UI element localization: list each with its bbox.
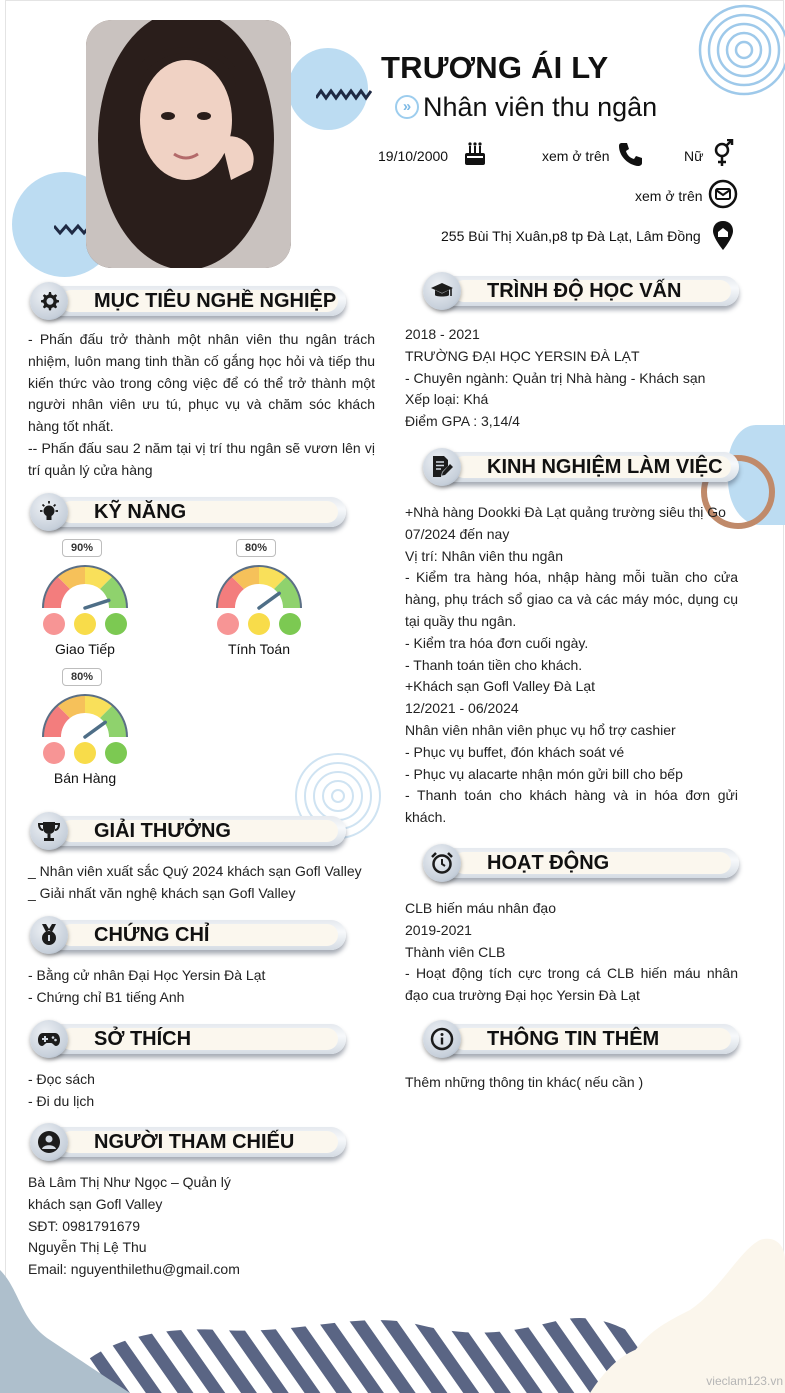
reference-line: Email: nguyenthilethu@gmail.com [28,1261,240,1278]
trophy-icon [37,819,61,843]
skill-percent: 90% [62,539,102,557]
skill-name: Tính Toán [227,641,290,657]
gear-icon [37,289,61,313]
happy-face-icon [105,742,127,764]
skill-percent: 80% [62,668,102,686]
experience-line: Vị trí: Nhân viên thu ngân [405,547,563,564]
skill-gauge-sales [40,668,130,790]
mood-faces [40,613,130,637]
reference-line: Nguyễn Thị Lệ Thu [28,1239,147,1256]
neutral-face-icon [248,613,270,635]
objective-line: -- Phấn đấu sau 2 năm tại vị trí thu ngân sẽ vươn lên vị trí quản lý cửa hàng [28,439,375,478]
mood-faces [40,742,130,766]
experience-line: - Phục vụ alacarte nhận món gửi bill cho bếp [405,765,683,782]
experience-line: +Nhà hàng Dookki Đà Lạt quảng trường siêu thị Go [405,504,726,520]
person-icon [37,1130,61,1154]
sad-face-icon [217,613,239,635]
section-header-activities [423,844,739,882]
sad-face-icon [43,742,65,764]
decor-zigzag-left [54,222,90,236]
graduation-cap-icon [430,279,454,303]
phone-icon [617,141,643,167]
gauge-needle [259,593,279,608]
experience-line: - Phục vụ buffet, đón khách soát vé [405,743,625,760]
activities-title: HOẠT ĐỘNG [487,852,610,874]
reference-line: SĐT: 0981791679 [28,1217,141,1234]
happy-face-icon [105,613,127,635]
activity-line: 2019-2021 [405,921,472,938]
activity-line: CLB hiến máu nhân đạo [405,900,556,916]
profile-photo-image [86,20,291,268]
references-title: NGƯỜI THAM CHIẾU [94,1131,295,1153]
sad-face-icon [43,613,65,635]
gauge-dial [40,563,130,611]
experience-line: +Khách sạn Gofl Valley Đà Lạt [405,678,596,695]
skill-percent: 80% [236,539,276,557]
education-line: - Chuyên ngành: Quản trị Nhà hàng - Khách sạn [405,369,706,386]
experience-line: - Thanh toán cho khách hàng và in hóa đơn gửi khách. [405,787,738,826]
section-header-hobbies [30,1020,346,1058]
reference-line: khách sạn Gofl Valley [28,1195,163,1212]
neutral-face-icon [74,613,96,635]
experience-line: Nhân viên nhân viên phục vụ hổ trợ cashier [405,721,676,738]
experience-line: - Thanh toán tiền cho khách. [405,656,583,673]
award-item: _ Giải nhất văn nghệ khách sạn Gofl Valley [28,884,296,901]
decor-rings-top-right [696,2,785,100]
skill-gauge-communication [40,539,130,661]
address-text: 255 Bùi Thị Xuân,p8 tp Đà Lạt, Lâm Đồng [441,228,701,244]
activity-line: Thành viên CLB [405,943,506,960]
gauge-dial [40,692,130,740]
chevrons-right-icon: » [395,95,419,119]
education-line: 2018 - 2021 [405,326,480,342]
more-info-title: THÔNG TIN THÊM [487,1028,660,1050]
certificate-item: - Chứng chỉ B1 tiếng Anh [28,988,185,1005]
skill-name: Bán Hàng [53,770,117,786]
more-info-details [405,1072,738,1094]
decor-zigzag-top [316,88,372,102]
alarm-clock-icon [430,851,454,875]
hobbies-title: SỞ THÍCH [94,1028,192,1050]
objective-title: MỤC TIÊU NGHỀ NGHIỆP [94,290,337,312]
award-item: _ Nhân viên xuất sắc Quý 2024 khách sạn Gofl Valley [28,863,362,879]
birthday-text: 19/10/2000 [378,148,449,164]
hobby-item: - Đi du lịch [28,1092,95,1109]
experience-details [405,502,738,829]
section-header-certificates [30,916,346,954]
experience-title: KINH NGHIỆM LÀM VIỆC [487,456,723,478]
certificate-item: - Bằng cử nhân Đại Học Yersin Đà Lạt [28,967,266,983]
phone-text: xem ở trên [542,148,610,164]
gauge-dial [214,563,304,611]
cake-icon [463,141,487,167]
activity-line: - Hoạt động tích cực trong cá CLB hiến máu nhân đạo cua trường Đại học Yersin Đà Lạt [405,965,738,1004]
gamepad-icon [37,1027,61,1051]
section-header-objective [30,282,346,320]
gauge-needle [85,600,109,608]
skill-gauge-calculation [214,539,304,661]
mail-icon [708,179,738,209]
document-edit-icon [430,455,454,479]
experience-line: 12/2021 - 06/2024 [405,700,519,717]
more-info-line: Thêm những thông tin khác( nếu cần ) [405,1074,644,1090]
objective-line: - Phấn đấu trở thành một nhân viên thu ngân trách nhiệm, luôn mang tinh thần cố gắng học hỏi và tiếp thu kiến thức vào trong công việc để có thể trở thành một người nhân viên ưu tú, phục vụ và chăm sóc khách hàng tốt nhất. [28,331,375,435]
hobbies-list [28,1069,378,1113]
happy-face-icon [279,613,301,635]
objective-text [28,329,375,482]
awards-list [28,861,378,905]
profile-photo [86,20,291,268]
location-icon [712,220,734,252]
section-header-more-info [423,1020,739,1058]
section-header-experience [423,448,739,486]
neutral-face-icon [74,742,96,764]
section-header-references [30,1123,346,1161]
activities-details [405,898,738,1007]
education-title: TRÌNH ĐỘ HỌC VẤN [487,280,682,302]
skill-name: Giao Tiếp [55,641,115,657]
education-details [405,324,740,433]
section-header-awards [30,812,346,850]
gender-icon [711,139,735,169]
mood-faces [214,613,304,637]
certificates-list [28,965,378,1009]
experience-line: - Kiểm tra hàng hóa, nhập hàng mỗi tuần cho cửa hàng, phụ trách sổ giao ca và các máy móc, dụng cụ tại quầy thu ngân. [405,569,738,629]
experience-line: - Kiểm tra hóa đơn cuối ngày. [405,634,589,651]
education-line: TRƯỜNG ĐẠI HỌC YERSIN ĐÀ LẠT [405,347,640,364]
watermark: vieclam123.vn [706,1374,783,1388]
email-text: xem ở trên [635,188,703,204]
awards-title: GIẢI THƯỞNG [94,820,231,842]
certificates-title: CHỨNG CHỈ [94,924,210,946]
education-line: Xếp loại: Khá [405,391,489,408]
education-line: Điểm GPA : 3,14/4 [405,413,520,430]
lightbulb-icon [37,500,61,524]
skills-title: KỸ NĂNG [94,501,187,523]
info-icon [430,1027,454,1051]
experience-line: 07/2024 đến nay [405,525,510,542]
section-header-education [423,272,739,310]
job-title: Nhân viên thu ngân [423,92,658,122]
reference-line: Bà Lâm Thị Như Ngọc – Quản lý [28,1174,231,1190]
gauge-needle [85,722,105,737]
hobby-item: - Đọc sách [28,1071,95,1087]
medal-icon [37,923,61,947]
candidate-name: TRƯƠNG ÁI LY [381,50,609,85]
section-header-skills [30,493,346,531]
gender-text: Nữ [684,148,704,164]
references-list [28,1172,378,1281]
